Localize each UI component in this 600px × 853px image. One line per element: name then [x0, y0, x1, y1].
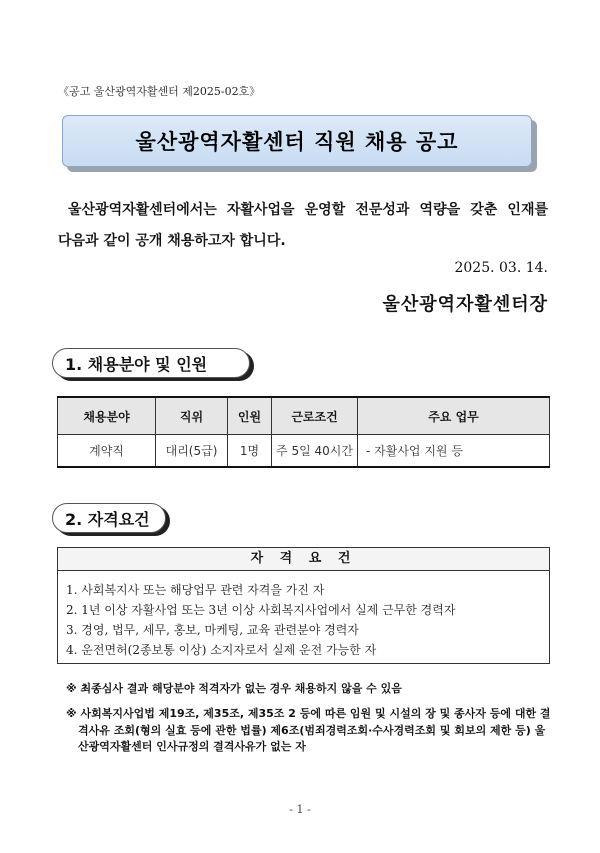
- table-cell: - 자활사업 지원 등: [358, 435, 550, 468]
- announcement-date: 2025. 03. 14.: [454, 260, 548, 276]
- column-header: 근로조건: [272, 397, 358, 435]
- page-title: 울산광역자활센터 직원 채용 공고: [135, 130, 459, 154]
- title-banner: [62, 115, 532, 167]
- qualifications-list: [58, 571, 549, 660]
- page-number: - 1 -: [289, 803, 311, 816]
- note-disqualification: ※ 사회복지사업법 제19조, 제35조, 제35조 2 등에 따른 임원 및 시설의 장 및 종사자 등에 대한 결격사유 조회(형의 실효 등에 관한 법률) 제6조(범죄경력조회·수사경력조회 및 회보의 제한 등) 울산광역자활센터 인사규정의 결격사유가 없는 자: [66, 707, 551, 753]
- list-item: 1. 사회복지사 또는 해당업무 관련 자격을 가진 자: [66, 583, 325, 597]
- column-header: 인원: [228, 397, 272, 435]
- column-header: 주요 업무: [358, 397, 550, 435]
- list-item: 4. 운전면허(2종보통 이상) 소지자로서 실제 운전 가능한 자: [66, 643, 377, 657]
- recruitment-table: [57, 396, 550, 468]
- table-header-row: [58, 397, 550, 435]
- section-heading-qualifications: 2. 자격요건: [52, 503, 166, 533]
- column-header: 채용분야: [58, 397, 156, 435]
- column-header: 직위: [156, 397, 228, 435]
- table-cell: 주 5일 40시간: [272, 435, 358, 468]
- qualifications-box: [57, 547, 550, 664]
- list-item: 2. 1년 이상 자활사업 또는 3년 이상 사회복지사업에서 실제 근무한 경력자: [66, 603, 456, 617]
- intro-paragraph: [58, 195, 548, 257]
- table-cell: 대리(5급): [156, 435, 228, 468]
- notice-reference: 《공고 울산광역자활센터 제2025-02호》: [58, 85, 261, 98]
- table-cell: 1명: [228, 435, 272, 468]
- table-row: [58, 435, 550, 468]
- note-final-review: ※ 최종심사 결과 해당분야 적격자가 없는 경우 채용하지 않을 수 있음: [66, 682, 402, 695]
- qualifications-box-title: 자 격 요 건: [58, 548, 549, 571]
- list-item: 3. 경영, 법무, 세무, 홍보, 마케팅, 교육 관련분야 경력자: [66, 623, 359, 637]
- intro-line-2: 다음과 같이 공개 채용하고자 합니다.: [58, 233, 286, 249]
- table-cell: 계약직: [58, 435, 156, 468]
- intro-line-1: 울산광역자활센터에서는 자활사업을 운영할 전문성과 역량을 갖춘 인재를: [68, 202, 548, 218]
- issuer-name: 울산광역자활센터장: [382, 294, 548, 315]
- section-heading-recruitment: 1. 채용분야 및 인원: [52, 348, 250, 378]
